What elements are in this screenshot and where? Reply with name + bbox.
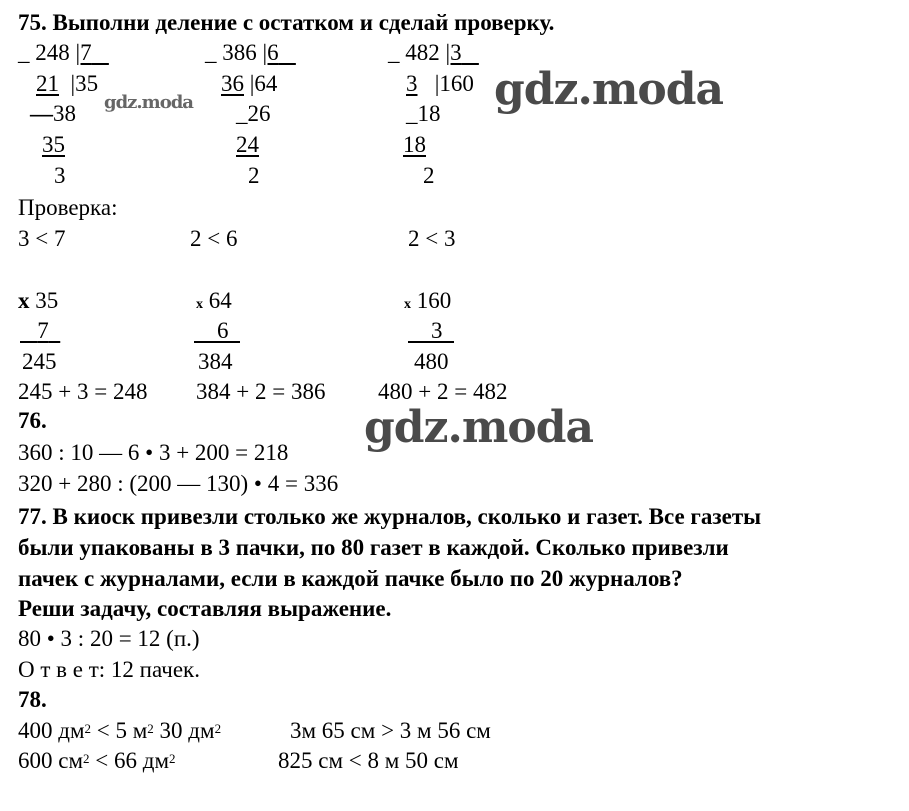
task76-line1: 360 : 10 — 6 • 3 + 200 = 218	[18, 440, 289, 465]
sup2: 2	[147, 721, 154, 736]
col3-divisor: |3	[445, 40, 462, 65]
col1-r1-minus: —	[30, 101, 53, 126]
mul3-a: 160	[416, 288, 452, 313]
mul1-row	[18, 288, 58, 314]
col3-r1: 18	[417, 101, 441, 126]
col3-dividend-row	[388, 40, 479, 66]
task77-line1: 77. В киоск привезли столько же журналов, сколько и газет. Все газеты	[18, 504, 762, 529]
task78-row1-right: 3м 65 см > 3 м 56 см	[290, 718, 491, 743]
col2-subtrahend: 36	[221, 71, 244, 96]
col3-quotient: |160	[434, 71, 474, 96]
mul3-sign: x	[404, 297, 411, 312]
mul1-b-row	[20, 318, 60, 344]
col2-subtrahend2: 24	[236, 132, 259, 157]
col3-remainder: 2	[423, 163, 435, 188]
col3-remainder1	[406, 101, 441, 127]
col1-dividend: 248	[35, 40, 70, 65]
col1-remainder1	[30, 101, 76, 127]
r1a-part1: 400 дм	[18, 718, 85, 743]
col3-step	[406, 71, 474, 97]
col2-divisor: |6	[262, 40, 279, 65]
r1a-part2: < 5 м	[91, 718, 148, 743]
col3-subtrahend2: 18	[403, 132, 426, 157]
mul1-product: 245	[22, 349, 57, 374]
watermark-top: gdz.moda	[494, 64, 724, 115]
sup1: 2	[84, 721, 92, 736]
task77-line4: Реши задачу, составляя выражение.	[18, 596, 392, 621]
sup5: 2	[169, 751, 176, 766]
col3-dividend: 482	[405, 40, 440, 65]
mul2-b: 6	[217, 318, 229, 343]
mul2-product: 384	[198, 349, 233, 374]
sum-1: 245 + 3 = 248	[18, 379, 148, 404]
r1a-part3: 30 дм	[153, 718, 215, 743]
task77-solution: 80 • 3 : 20 = 12 (п.)	[18, 626, 200, 651]
col2-minus: _	[205, 40, 217, 65]
mul3-b: 3	[431, 318, 443, 343]
task78-row2-left	[18, 748, 176, 774]
mul2-a: 64	[208, 288, 232, 313]
col3-subtrahend: 3	[406, 71, 418, 96]
watermark-middle: gdz.moda	[364, 402, 594, 453]
col2-r1-minus: _	[236, 101, 248, 126]
col1-step	[36, 71, 98, 97]
mul2-row	[196, 288, 232, 318]
col2-remainder: 2	[248, 163, 260, 188]
col2-dividend-row	[205, 40, 296, 66]
mul2-b-row	[194, 318, 240, 344]
task76-line2: 320 + 280 : (200 — 130) • 4 = 336	[18, 471, 339, 496]
col1-subtrahend: 21	[36, 71, 59, 96]
task75-title: 75. Выполни деление с остатком и сделай проверку.	[18, 10, 555, 35]
task78-row2-right: 825 см < 8 м 50 см	[278, 748, 459, 773]
mul2-sign: x	[196, 297, 203, 312]
r2a-part2: < 66 дм	[89, 748, 169, 773]
sum-3: 480 + 2 = 482	[378, 379, 508, 404]
mul3-product: 480	[414, 349, 449, 374]
mul3-b-row	[408, 318, 454, 344]
col1-dividend-row	[18, 40, 109, 66]
col2-step	[221, 71, 277, 97]
watermark-small: gdz.moda	[104, 92, 193, 113]
mul1-a: 35	[35, 288, 59, 313]
sup4: 2	[83, 751, 90, 766]
check-compare-1: 3 < 7	[18, 226, 66, 251]
check-compare-3: 2 < 3	[408, 226, 456, 251]
col3-minus: _	[388, 40, 400, 65]
col2-remainder1	[236, 101, 271, 127]
col1-r1: 38	[53, 101, 76, 126]
col1-quotient: |35	[70, 71, 99, 96]
col1-remainder: 3	[54, 163, 66, 188]
col1-subtrahend2: 35	[42, 132, 65, 157]
sup3: 2	[214, 721, 222, 736]
task77-line3: пачек с журналами, если в каждой пачке было по 20 журналов?	[18, 566, 683, 591]
check-label: Проверка:	[18, 195, 118, 220]
col2-dividend: 386	[222, 40, 257, 65]
mul1-b: 7	[37, 318, 49, 343]
check-compare-2: 2 < 6	[190, 226, 238, 251]
r2a-part1: 600 см	[18, 748, 84, 773]
task77-line2: были упакованы в 3 пачки, по 80 газет в каждой. Сколько привезли	[18, 535, 729, 560]
col2-r1: 26	[247, 101, 271, 126]
col1-minus: _	[18, 40, 30, 65]
mul3-row	[404, 288, 451, 318]
task76-title: 76.	[18, 408, 47, 433]
mul1-sign: x	[18, 288, 30, 313]
task77-answer: О т в е т: 12 пачек.	[18, 657, 200, 682]
task78-title: 78.	[18, 687, 47, 712]
col3-r1-minus: _	[406, 101, 418, 126]
col2-quotient: |64	[249, 71, 278, 96]
task78-row1-left	[18, 718, 221, 744]
col1-divisor: |7	[75, 40, 92, 65]
sum-2: 384 + 2 = 386	[196, 379, 326, 404]
